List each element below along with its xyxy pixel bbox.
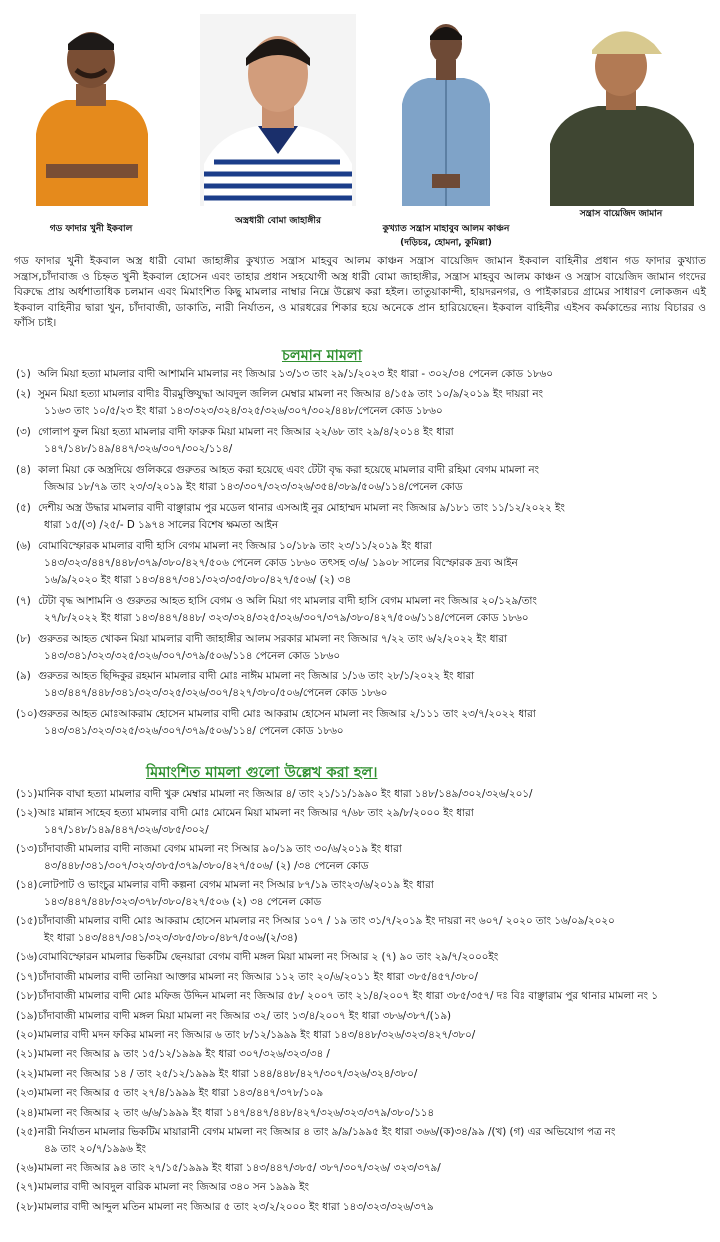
case-text: লোটপাট ও ভাংচুর মামলার বাদী কল্পনা বেগম মামলা নং সিআর ৮৭/১৯ তাং২৩/৬/২০১৯ ইং ধারা xyxy=(38,879,434,892)
case-text: কালা মিয়া কে অস্ত্রদিয়ে গুলিকরে গুরুতর আহত করা হয়েছে এবং টেটা বৃদ্ধ করা হয়েছে মামলার বাদী রহিমা বেগম মামলা নং xyxy=(38,464,539,476)
case-item xyxy=(16,538,706,589)
case-text-continued: ধারা ১৫/(৩) /২৫/- D ১৯৭৪ সালের বিশেষ ক্ষমতা আইন xyxy=(44,518,278,531)
case-text: নারী নির্যাতন মামলার ভিকটিম মায়ারানী বেগম মামলা নং জিআর ৪ তাং ৯/৯/১৯৯৫ ইং ধারা ৩৬৬/(ক)৩৪/৯৯ /(খ) (গ) এর অভিযোগ পত্র নং xyxy=(38,1126,616,1138)
photo-caption-kanchan xyxy=(360,222,532,250)
photo-caption-kanchan-address: (দড়িচর, হোমনা, কুমিল্লা) xyxy=(400,238,492,248)
case-number: (২০) xyxy=(16,1029,38,1041)
case-number: (৪) xyxy=(16,464,31,476)
case-number: (২৫) xyxy=(16,1126,38,1138)
case-number: (৩) xyxy=(16,426,31,439)
case-number: (১১) xyxy=(16,788,38,800)
case-number: (১৯) xyxy=(16,1009,38,1022)
running-cases-heading: চলমান মামলা xyxy=(282,348,362,364)
case-text: মামলা নং জিআর ২ তাং ৬/৬/১৯৯৯ ইং ধারা ১৪৭/৪৪৭/৪৪৮/৪২৭/৩২৬/৩২৩/৩৭৯/৩৮০/১১৪ xyxy=(38,1106,435,1119)
photo-caption-bayezid: সন্ত্রাস বায়েজিদ জামান xyxy=(579,209,663,219)
case-text: চাঁদাবাজী মামলার বাদী মোঃ আকরাম হোসেন মামলার নং সিআর ১০৭ / ১৯ তাং ৩১/৭/২০১৯ ইং দায়রা নং ৬০৭/ ২০২০ তাং ১৬/০৯/২০২০ xyxy=(38,915,615,928)
case-number: (১৩) xyxy=(16,843,38,856)
case-item xyxy=(16,462,706,496)
case-text: গোলাপ ফুল মিয়া হত্যা মামলার বাদী ফারুক মিয়া মামলা নং জিআর ২২/৬৮ তাং ২৯/৪/২০১৪ ইং ধারা xyxy=(38,426,454,439)
case-number: (২৬) xyxy=(16,1162,38,1174)
case-number: (২৮) xyxy=(16,1200,38,1213)
case-number: (২৩) xyxy=(16,1087,38,1100)
case-number: (১৪) xyxy=(16,879,38,892)
case-number: (১৬) xyxy=(16,951,38,964)
case-number: (১) xyxy=(16,368,31,380)
photo-caption-jahangir: অস্ত্রধারী বোমা জাহাঙ্গীর xyxy=(235,216,321,226)
case-item xyxy=(16,1124,706,1158)
case-text-continued: ১৪৭/১৪৮/১৪৯/৪৪৭/৩২৬/৩০৭/৩০২/১১৪/ xyxy=(44,443,233,456)
case-text: মামলা নং জিআর ৯ তাং ১৫/১২/১৯৯৯ ইং ধারা ৩০৭/৩২৬/৩২৩/৩৪ / xyxy=(38,1048,330,1061)
case-item xyxy=(16,805,706,839)
case-item xyxy=(16,424,706,458)
case-number: (১২) xyxy=(16,807,38,820)
case-item xyxy=(16,1105,706,1122)
case-item xyxy=(16,668,706,702)
case-text: মানিক বাঘা হত্যা মামলার বাদী খুরু মেম্বার মামলা নং জিআর ৪/ তাং ২১/১১/১৯৯০ ইং ধারা ১৪৮/১৪৯/৩০২/৩২৬/২০১/ xyxy=(38,788,533,800)
photo-caption-iqbal: গড ফাদার খুনী ইকবাল xyxy=(49,224,133,234)
case-text: মামলার বাদী মদন ফকির মামলা নং জিআর ৬ তাং ৮/১২/১৯৯৯ ইং ধারা ১৪৩/৪৪৮/৩২৬/৩২৩/৪২৭/৩৮০/ xyxy=(38,1029,476,1041)
case-text-continued: ৪৩/৪৪৮/৩৪১/৩০৭/৩২৩/৩৮৫/৩৭৯/৩৮০/৪২৭/৫০৬/ (২) /৩৪ পেনেল কোড xyxy=(44,860,369,873)
case-text: টেটা বৃদ্ধ আশামনি ও গুরুতর আহত হাসি বেগম ও অলি মিয়া গং মামলার বাদী হাসি বেগম মামলা নং জিআর ২০/১২৯/তাং xyxy=(38,594,537,607)
case-text: চাঁদাবাজী মামলার বাদী তানিয়া আক্তার মামলা নং জিআর ১১২ তাং ২০/৬/২০১১ ইং ধারা ৩৮৫/৪৫৭/৩৮০/ xyxy=(38,970,478,983)
case-text: গুরুতর আহত খোকন মিয়া মামলার বাদী জাহাঙ্গীর আলম সরকার মামলা নং জিআর ৭/২২ তাং ৬/২/২০২২ ইং ধারা xyxy=(38,632,507,645)
case-item xyxy=(16,841,706,875)
case-item xyxy=(16,386,706,420)
case-number: (২৪) xyxy=(16,1106,38,1119)
case-number: (২৭) xyxy=(16,1181,38,1194)
case-text: মামলা নং জিআর ৫ তাং ২৭/৪/১৯৯৯ ইং ধারা ১৪৩/৪৪৭/৩৭৮/১০৯ xyxy=(38,1087,324,1100)
case-item xyxy=(16,786,706,803)
case-text: মামলার বাদী আবদুল বারিক মামলা নং জিআর ৩৪০ সন ১৯৯৯ ইং xyxy=(38,1181,309,1194)
case-text: বোমাবিস্ফোরক মামলার বাদী হাসি বেগম মামলা নং জিআর ১০/১৮৯ তাং ২৩/১১/২০১৯ ইং ধারা xyxy=(38,539,432,552)
case-item xyxy=(16,913,706,947)
case-item xyxy=(16,631,706,665)
case-text-continued: ১৪৩/৩৪১/৩২৩/৩২৫/৩২৬/৩০৭/৩৭৯/৫০৬/১১৪/ পেনেল কোড ১৮৬০ xyxy=(44,725,344,738)
case-text: চাঁদাবাজী মামলার বাদী মঙ্গল মিয়া মামলা নং জিআর ৩২/ তাং ১৩/৪/২০০৭ ইং ধারা ৩৮৬/৩৮৭/(১৯) xyxy=(38,1009,452,1022)
case-text-continued: ৪৯ তাং ২০/৭/১৯৯৬ ইং xyxy=(44,1143,146,1155)
case-item xyxy=(16,1160,706,1177)
case-item xyxy=(16,593,706,627)
case-text: সুমন মিয়া হত্যা মামলার বাদীঃ বীরমুক্তিযুদ্ধা আবদুল জলিল মেম্বার মামলা নং জিআর ৪/১৫৯ তাং ১০/৯/২০১৯ ইং দায়রা নং xyxy=(38,388,543,401)
case-item xyxy=(16,1179,706,1196)
case-number: (২২) xyxy=(16,1067,38,1080)
case-number: (১০) xyxy=(16,708,38,721)
case-item xyxy=(16,500,706,534)
case-number: (৯) xyxy=(16,670,31,683)
case-item xyxy=(16,1027,706,1044)
case-text-continued: ১৪৩/৩২৩/৪৪৭/৪৪৮/৩৭৯/৩৮০/৪২৭/৫০৬ পেনেল কোড ১৮৬০ তৎসহ ৩/৬/ ১৯০৮ সালের বিস্ফোরক দ্রব্য আইন xyxy=(44,556,518,569)
case-number: (৭) xyxy=(16,594,31,607)
case-text: অলি মিয়া হত্যা মামলার বাদী আশামনি মামলার নং জিআর ১৩/১৩ তাং ২৯/১/২০২৩ ইং ধারা - ৩০২/৩৪ পেনেল কোড ১৮৬০ xyxy=(38,368,553,380)
case-number: (৫) xyxy=(16,501,31,514)
case-item xyxy=(16,706,706,740)
case-item xyxy=(16,1199,706,1216)
case-item xyxy=(16,969,706,986)
case-text: মামলা নং জিআর ১৪ / তাং ২৫/১২/১৯৯৯ ইং ধারা ১৪৪/৪৪৮/৪২৭/৩০৭/৩২৬/৩২৪/৩৮০/ xyxy=(38,1067,418,1080)
photo-caption-kanchan-name: কুখ্যাত সন্ত্রাস মাহাবুব আলম কাঞ্চন xyxy=(382,224,510,234)
case-text-continued: ইং ধারা ১৪৩/৪৪৭/৩৪১/৩২৩/৩৮৫/৩৮০/৪৮৭/৫০৬/(২/৩৪) xyxy=(44,932,298,945)
photo-iqbal xyxy=(26,14,156,206)
case-text-continued: ১১৬৩ তাং ১০/৫/২৩ ইং ধারা ১৪৩/৩২৩/৩২৪/৩২৫/৩২৬/৩০৭/৩০২/৪৪৮/পেনেল কোড ১৮৬০ xyxy=(44,405,443,418)
case-number: (২) xyxy=(16,388,31,401)
case-number: (২১) xyxy=(16,1048,38,1061)
photo-strip xyxy=(0,0,720,252)
settled-cases-heading: মিমাংশিত মামলা গুলো উল্লেখ করা হল। xyxy=(146,765,378,781)
intro-paragraph: গড ফাদার খুনী ইকবাল অস্ত্র ধারী বোমা জাহাঙ্গীর কুখ্যাত সন্ত্রাস মাহবুব আলম কাঞ্চন সন্ত্রাস বায়েজিদ জামান ইকবাল বাহিনীর প্রধান গড ফাদার কুখ্যাত সন্ত্রাস,চাঁদাবাজ ও চিহ্নত খুনী ইকবাল হোসেন এবং তাহার প্রধান সহযোগী অস্ত্র ধারী বোমা জাহাঙ্গীর, সন্ত্রাস মাহবুব আলম কাঞ্চন ও সন্ত্রাস বায়েজিদ জামান গংদের বিরুদ্ধে প্রায় অর্ধশাতাধিক চলমান এবং মিমাংশিত কিছু মামলার নাম্বার নিম্নে উল্লেখ করা হইল। তাতুয়াকান্দী, হায়দরনগর, ও পাইকারচর গ্রামের সাধারণ লোকজন এই ইকবাল বাহিনীর দ্বারা খুন, চাঁদাবাজী, ডাকাতি, নারী নির্যাতন, ও মারধরের শিকার হয়ে অনেকে প্রান হারিয়েছেন। ইকবাল বাহিনীর এইসব কর্মকান্ডের ন্যায় বিচারর ও ফাঁসি চাই। xyxy=(14,255,706,330)
case-text: দেশীয় অস্ত্র উদ্ধার মামলার বাদী বাঞ্ছারাম পুর মডেল থানার এসআই নুর মোহাম্মদ মামলা নং জিআর ৯/১৮১ তাং ১১/১২/২০২২ ইং xyxy=(38,501,565,514)
case-item xyxy=(16,988,706,1005)
case-number: (১৭) xyxy=(16,970,38,983)
case-item xyxy=(16,1008,706,1025)
case-item xyxy=(16,1066,706,1083)
case-number: (৮) xyxy=(16,632,31,645)
case-text-continued: ১৬/৯/২০২০ ইং ধারা ১৪৩/৪৪৭/৩৪১/৩২৩/৩৫/৩৮০/৪২৭/৫০৬/ (২) ৩৪ xyxy=(44,573,352,586)
case-item xyxy=(16,877,706,911)
photo-kanchan xyxy=(396,14,496,206)
case-text-continued: জিআর ১৮/৭৯ তাং ২৩/৩/২০১৯ ইং ধারা ১৪৩/৩০৭/৩২৩/৩২৬/৩৫৪/৩৮৯/৫০৬/১১৪/পেনেল কোড xyxy=(44,481,463,493)
case-item xyxy=(16,1046,706,1063)
case-text: মামলার বাদী আব্দুল মতিন মামলা নং জিআর ৫ তাং ২৩/২/২০০০ ইং ধারা ১৪৩/৩২৩/৩২৬/৩৭৯ xyxy=(38,1200,434,1213)
case-item xyxy=(16,1085,706,1102)
case-item xyxy=(16,366,706,383)
case-text: আঃ মান্নান সাহেব হত্যা মামলার বাদী মোঃ মোমেন মিয়া মামলা নং জিআর ৭/৬৮ তাং ২৯/৮/২০০০ ইং ধারা xyxy=(38,807,474,820)
case-text: বোমাবিস্ফোরন মামলার ভিকটিম ছেনয়ারা বেগম বাদী মঙ্গল মিয়া মামলা নং সিআর ২ (৭) ৯০ তাং ২৯/৭/২০০০ইং xyxy=(38,951,499,964)
case-number: (৬) xyxy=(16,539,31,552)
case-text: মামলা নং জিআর ৯৪ তাং ২৭/১৫/১৯৯৯ ইং ধারা ১৪৩/৪৪৭/৩৮৫/ ৩৮৭/৩০৭/৩২৬/ ৩২৩/৩৭৯/ xyxy=(38,1162,441,1174)
photo-bayezid xyxy=(544,14,698,206)
case-text: গুরুতর আহত ছিদ্দিকুর রহমান মামলার বাদী মোঃ নাঈম মামলা নং জিআর ১/১৬ তাং ২৮/১/২০২২ ইং ধারা xyxy=(38,670,475,683)
case-text-continued: ১৪৭/১৪৮/১৪৯/৪৪৭/৩২৬/৩৮৫/৩০২/ xyxy=(44,824,209,837)
case-text: গুরুতর আহত মোঃআকরাম হোসেন মামলার বাদী মোঃ আকরাম হোসেন মামলা নং জিআর ২/১১১ তাং ২৩/৭/২০২২ ধারা xyxy=(38,708,536,721)
photo-jahangir xyxy=(200,14,356,206)
case-item xyxy=(16,949,706,966)
case-text-continued: ১৪৩/৪৪৭/৪৪৮/৩২৩/৩৭৮/৩৮০/৪২৭/৫০৬ (২) ৩৪ পেনেল কোড xyxy=(44,896,322,909)
case-number: (১৫) xyxy=(16,915,38,928)
case-text: চাঁদাবাজী মামলার বাদী নাজমা বেগম মামলা নং সিআর ৯০/১৯ তাং ৩০/৬/২০১৯ ইং ধারা xyxy=(38,843,402,856)
case-text-continued: ১৪৩/৩৪১/৩২৩/৩২৫/৩২৬/৩০৭/৩৭৯/৫০৬/১১৪ পেনেল কোড ১৮৬০ xyxy=(44,649,341,662)
case-text-continued: ২৭/৮/২০২২ ইং ধারা ১৪৩/৪৪৭/৪৪৮/ ৩২৩/৩২৪/৩২৫/৩২৬/৩০৭/৩৭৯/৩৮০/৪২৭/৫০৬/১১৪/পেনেল কোড ১৮৬০ xyxy=(44,611,529,624)
case-text-continued: ১৪৩/৪৪৭/৪৪৮/৩৪১/৩২৩/৩২৫/৩২৬/৩০৭/৪২৭/৩৮০/৫০৬/পেনেল কোড ১৮৬০ xyxy=(44,687,388,700)
case-number: (১৮) xyxy=(16,990,38,1003)
case-text: চাঁদাবাজী মামলার বাদী মোঃ মফিজ উদ্দিন মামলা নং জিআর ৫৮/ ২০০৭ তাং ২১/৪/২০০৭ ইং ধারা ৩৮৫/৩৫৭/ দঃ বিঃ বাঞ্ছারাম পুর থানার মামলা নং ১ xyxy=(38,990,658,1003)
